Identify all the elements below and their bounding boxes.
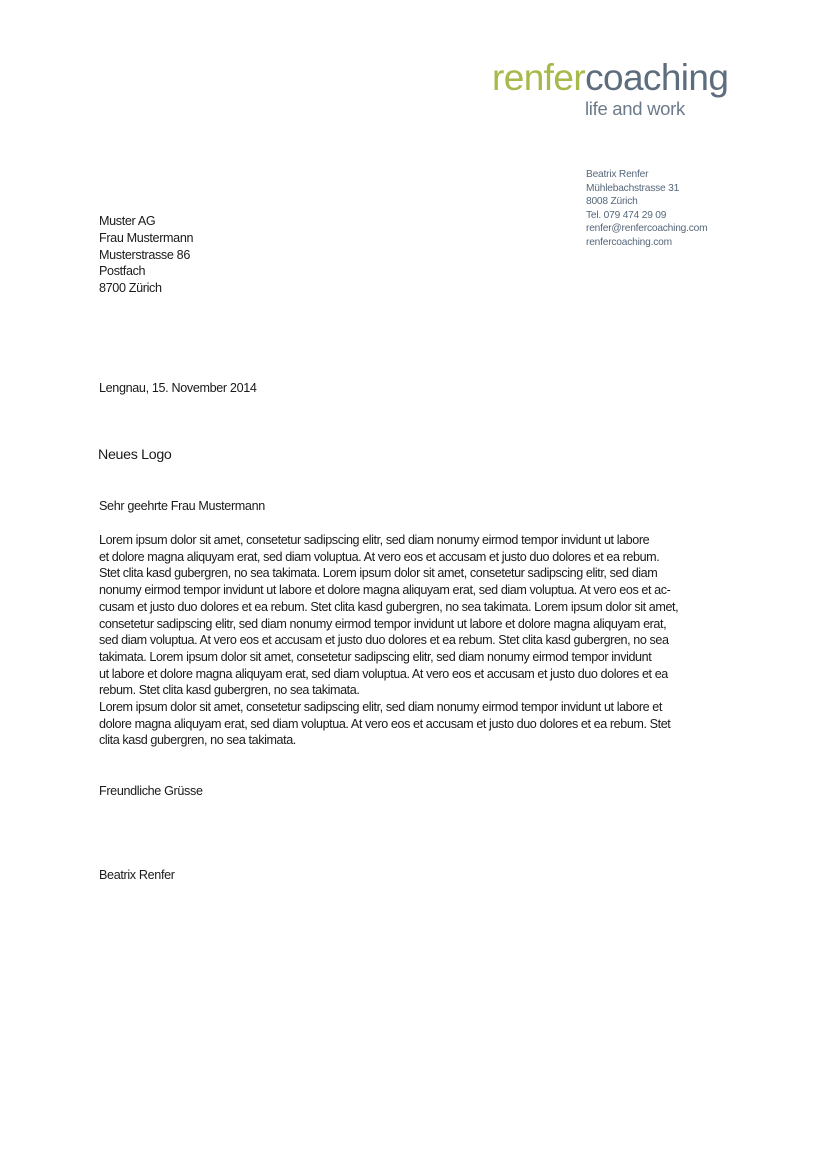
- body-line: nonumy eirmod tempor invidunt ut labore et dolore magna aliquyam erat, sed diam voluptua. At vero eos et ac-: [99, 583, 671, 598]
- body-line: rebum. Stet clita kasd gubergren, no sea takimata.: [99, 683, 360, 698]
- recipient-pobox: Postfach: [99, 264, 146, 279]
- sender-street: Mühlebachstrasse 31: [586, 182, 680, 194]
- signature-name: Beatrix Renfer: [99, 868, 175, 882]
- body-line: et dolore magna aliquyam erat, sed diam voluptua. At vero eos et accusam et justo duo dolores et ea rebum.: [99, 549, 660, 564]
- body-line: cusam et justo duo dolores et ea rebum. Stet clita kasd gubergren, no sea takimata. Lorem ipsum dolor sit amet,: [99, 599, 679, 614]
- logo-renfer: renfer: [492, 57, 586, 98]
- body-line: ut labore et dolore magna aliquyam erat, sed diam voluptua. At vero eos et accusam et justo duo dolores et ea: [99, 666, 668, 681]
- body-line: clita kasd gubergren, no sea takimata.: [99, 733, 296, 748]
- recipient-city: 8700 Zürich: [99, 281, 162, 296]
- sender-city: 8008 Zürich: [586, 196, 638, 207]
- body-line: consetetur sadipscing elitr, sed diam nonumy eirmod tempor invidunt ut labore et dolore magna aliquyam erat,: [99, 616, 667, 631]
- salutation: Sehr geehrte Frau Mustermann: [99, 499, 265, 513]
- sender-contact-block: [586, 168, 707, 249]
- body-line: sed diam voluptua. At vero eos et accusam et justo duo dolores et ea rebum. Stet clita kasd gubergren, no sea: [99, 633, 669, 648]
- company-logo: [492, 57, 732, 119]
- recipient-address: [99, 213, 193, 297]
- logo-tagline: life and work: [585, 98, 685, 119]
- sender-name: Beatrix Renfer: [586, 169, 649, 180]
- sender-website: renfercoaching.com: [586, 236, 672, 248]
- sender-email: renfer@renfercoaching.com: [586, 223, 708, 234]
- body-line: dolore magna aliquyam erat, sed diam voluptua. At vero eos et accusam et justo duo dolores et ea rebum. Stet: [99, 716, 671, 731]
- sender-phone: Tel. 079 474 29 09: [586, 209, 667, 221]
- logo-coaching: coaching: [585, 57, 729, 98]
- letter-body: [99, 532, 739, 749]
- letter-date: Lengnau, 15. November 2014: [99, 381, 257, 395]
- body-line: takimata. Lorem ipsum dolor sit amet, consetetur sadipscing elitr, sed diam nonumy eirmod tempor invidunt: [99, 649, 652, 664]
- closing-phrase: Freundliche Grüsse: [99, 784, 203, 798]
- letter-subject: Neues Logo: [98, 447, 172, 463]
- body-line: Lorem ipsum dolor sit amet, consetetur sadipscing elitr, sed diam nonumy eirmod tempor invidunt ut labore: [99, 533, 650, 547]
- recipient-name: Frau Mustermann: [99, 230, 194, 245]
- body-line: Stet clita kasd gubergren, no sea takimata. Lorem ipsum dolor sit amet, consetetur sadipscing elitr, sed diam: [99, 566, 658, 581]
- recipient-company: Muster AG: [99, 214, 156, 228]
- recipient-street: Musterstrasse 86: [99, 247, 190, 262]
- logo-wordmark: [492, 58, 732, 98]
- body-line: Lorem ipsum dolor sit amet, consetetur sadipscing elitr, sed diam nonumy eirmod tempor invidunt ut labore et: [99, 700, 662, 715]
